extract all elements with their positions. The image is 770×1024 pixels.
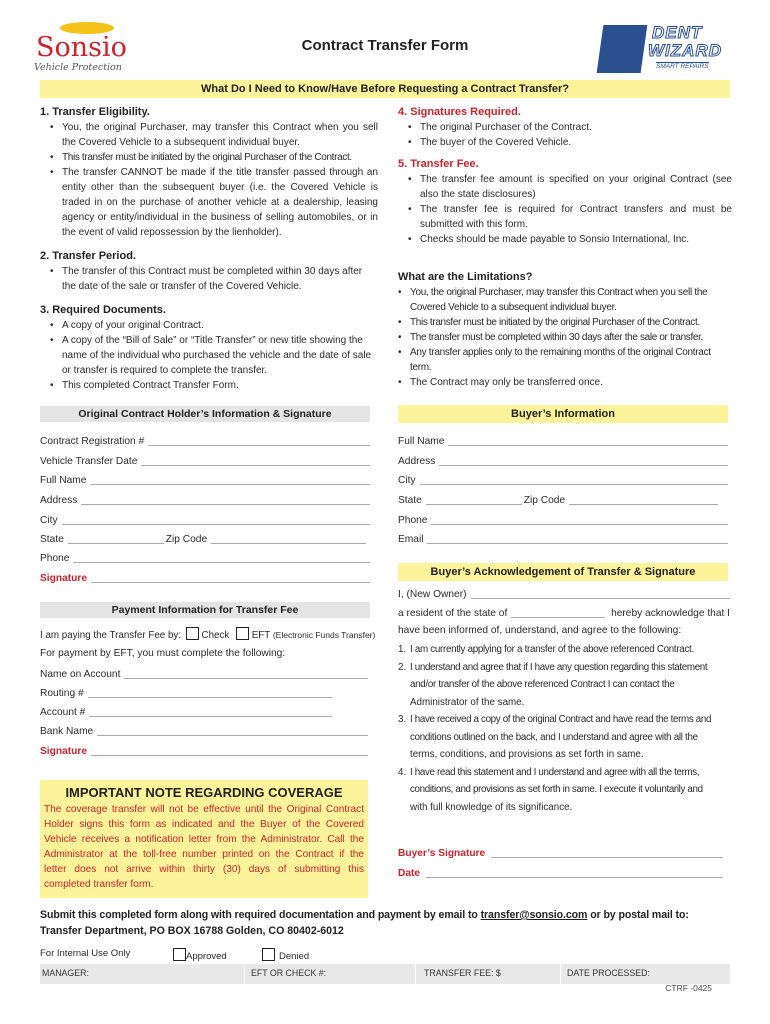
buyer-full-name[interactable] <box>398 434 728 449</box>
ack-line: terms, conditions, and provisions as set forth in same. <box>410 749 644 760</box>
list-item: • A copy of your original Contract. <box>40 318 378 333</box>
field-label: City <box>398 475 416 486</box>
field-label: Signature <box>40 746 87 757</box>
list-item: • The transfer fee amount is specified on your original Contract (see also the state disclosures) <box>398 172 732 202</box>
state-input-line[interactable] <box>426 503 522 505</box>
submit-instructions <box>40 909 689 921</box>
eft-instructions: For payment by EFT, you must complete the following: <box>40 648 286 659</box>
ack-item <box>398 764 730 817</box>
field-label: Vehicle Transfer Date <box>40 456 138 467</box>
transfer-fee-label: TRANSFER FEE: $ <box>424 968 501 978</box>
section-eligibility <box>40 104 378 240</box>
ack-line: conditions, and provisions as set forth in same. I execute it voluntarily and <box>410 784 703 795</box>
list-item: • This transfer must be initiated by the original Purchaser of the Contract. <box>40 150 378 165</box>
buyer-signature-row[interactable] <box>398 846 723 861</box>
list-item: • The transfer CANNOT be made if the title transfer passed through an entity other than the subsequent buyer (i.e. the Covered Vehicle is traded in on the purchase of another vehicle at a dealership, leasing agency or entity/individual in the business of selling automobiles, or in the event of valid repossession by the lienholder). <box>40 165 378 240</box>
eft-checkbox[interactable] <box>236 627 249 640</box>
state-input-line[interactable] <box>511 616 605 618</box>
sonsio-wordmark: Sonsio <box>36 32 127 63</box>
buyer-date-line[interactable] <box>426 876 723 878</box>
list-item: • The transfer fee is required for Contract transfers and must be submitted with this form. <box>398 202 732 232</box>
field-signature[interactable] <box>40 571 370 586</box>
field-label: Address <box>40 495 78 506</box>
internal-use-row <box>40 948 730 962</box>
field-input-line[interactable] <box>124 677 368 679</box>
ack-line: Administrator of the same. <box>410 696 525 708</box>
field-payment-signature[interactable] <box>40 744 368 759</box>
denied-group <box>262 948 309 962</box>
list-item: • The buyer of the Covered Vehicle. <box>398 135 732 150</box>
ack-line: and/or transfer of the above referenced Contract I can contact the <box>410 679 675 690</box>
buyer-address[interactable] <box>398 454 728 469</box>
field-label: Account # <box>40 707 86 718</box>
form-code: CTRF -0425 <box>665 983 712 993</box>
zip-input-line[interactable] <box>569 503 718 505</box>
eft-note: (Electronic Funds Transfer) <box>272 630 376 640</box>
dent-wizard-sub: SMART REPAIRS <box>656 63 709 70</box>
state-input-line[interactable] <box>68 542 164 544</box>
field-account[interactable] <box>40 705 332 720</box>
page-title: Contract Transfer Form <box>301 37 469 54</box>
field-label: Bank Name <box>40 726 94 737</box>
period-list <box>40 264 378 294</box>
payment-method-row <box>40 627 375 643</box>
list-item: • Any transfer applies only to the remaining months of the original Contract term. <box>388 345 732 375</box>
section-heading: 2. Transfer Period. <box>40 250 136 262</box>
new-owner-label: I, (New Owner) <box>398 589 467 600</box>
eligibility-list <box>40 120 378 240</box>
new-owner-row[interactable] <box>398 587 730 602</box>
field-label: Signature <box>40 573 87 584</box>
zip-input-line[interactable] <box>211 542 366 544</box>
field-input-line[interactable] <box>97 734 368 736</box>
important-body <box>44 802 364 892</box>
field-label: Phone <box>398 515 428 526</box>
ack-list <box>398 641 730 816</box>
informed-line: have been informed of, understand, and agree to the following: <box>398 625 682 636</box>
section-signatures <box>398 104 732 150</box>
buyer-state-zip[interactable] <box>398 493 718 508</box>
ack-line: I have read this statement and I understand and agree with all the terms, <box>410 766 700 778</box>
left-sections <box>40 104 378 393</box>
field-label: Contract Registration # <box>40 436 145 447</box>
buyer-bar: Buyer’s Information <box>398 405 728 423</box>
list-item: • You, the original Purchaser, may transfer this Contract when you sell the Covered Vehicle to a subsequent individual buyer. <box>40 120 378 150</box>
resident-label: a resident of the state of <box>398 608 508 619</box>
date-processed-cell[interactable] <box>561 964 730 984</box>
list-item: • The transfer of this Contract must be completed within 30 days after the date of the sale or transfer of the Covered Vehicle. <box>40 264 378 294</box>
field-input-line[interactable] <box>420 483 728 485</box>
field-address[interactable] <box>40 493 370 508</box>
section-required-docs <box>40 302 378 393</box>
new-owner-input-line[interactable] <box>471 597 731 599</box>
ack-num: 2. <box>398 661 407 673</box>
list-item: • You, the original Purchaser, may transfer this Contract when you sell the Covered Vehicle to a subsequent individual buyer. <box>388 285 732 315</box>
dent-wizard-word-1: DENT <box>652 23 703 42</box>
limitations-list <box>388 285 732 390</box>
mail-address: Transfer Department, PO BOX 16788 Golden, CO 80402-6012 <box>40 925 344 937</box>
buyer-email[interactable] <box>398 532 728 547</box>
section-heading: What are the Limitations? <box>398 271 533 283</box>
resident-row[interactable] <box>398 606 730 621</box>
important-note <box>40 780 368 898</box>
field-full-name[interactable] <box>40 473 370 488</box>
dent-wizard-logo <box>600 23 730 75</box>
ack-section <box>398 587 730 816</box>
approved-group <box>173 948 227 962</box>
field-label: City <box>40 515 58 526</box>
section-heading: 4. Signatures Required. <box>398 106 521 118</box>
field-input-line[interactable] <box>448 444 728 446</box>
acknowledge-label: hereby acknowledge that I <box>611 608 730 619</box>
date-processed-label: DATE PROCESSED: <box>567 968 650 978</box>
ack-bar: Buyer’s Acknowledgement of Transfer & Signature <box>398 563 728 581</box>
section-heading: 3. Required Documents. <box>40 304 166 316</box>
ack-item <box>398 711 730 764</box>
field-input-line[interactable] <box>431 523 728 525</box>
important-line: The coverage transfer will not be effective until the Original Contract <box>44 804 364 815</box>
field-input-line[interactable] <box>81 503 370 505</box>
ack-item <box>398 641 730 659</box>
manager-label: MANAGER: <box>42 968 89 978</box>
field-input-line[interactable] <box>439 464 728 466</box>
field-label: Email <box>398 534 424 545</box>
field-bank-name[interactable] <box>40 724 368 739</box>
ack-num: 3. <box>398 714 407 725</box>
sonsio-tagline: Vehicle Protection <box>34 62 122 73</box>
important-line: Administrator at the toll-free number printed on the Contract if the <box>44 849 364 860</box>
eft-label: EFT <box>251 630 271 641</box>
approved-label: Approved <box>186 951 227 962</box>
field-phone[interactable] <box>40 551 370 566</box>
field-vehicle-transfer-date[interactable] <box>40 454 370 469</box>
list-item: • Checks should be made payable to Sonsio International, Inc. <box>398 232 732 247</box>
submit-text: or by postal mail to: <box>587 909 689 921</box>
important-line: Holder signs this form as indicated and the Buyer of the Covered <box>44 819 364 830</box>
field-input-line[interactable] <box>90 483 370 485</box>
dent-wizard-word-2: WIZARD <box>648 41 722 60</box>
buyer-signature-label: Buyer’s Signature <box>398 848 486 859</box>
buyer-date-label: Date <box>398 868 421 879</box>
field-input-line[interactable] <box>62 523 370 525</box>
section-heading: 5. Transfer Fee. <box>398 158 479 170</box>
important-line: Vehicle receives a notification letter from the Administrator. Call the <box>44 834 364 845</box>
field-input-line[interactable] <box>89 715 332 717</box>
ack-item <box>398 659 730 712</box>
eft-check-label: EFT OR CHECK #: <box>251 968 327 978</box>
list-item: • A copy of the “Bill of Sale” or “Title Transfer” or new title showing the name of the individual who purchased the vehicle and the date of sale or transfer is required to complete the transfer. <box>40 333 378 378</box>
ack-line: I understand and agree that if I have any question regarding this statement <box>410 661 708 673</box>
field-label: Full Name <box>398 436 445 447</box>
signatures-list <box>398 120 732 150</box>
buyer-signature-line[interactable] <box>491 856 723 858</box>
field-name-on-account[interactable] <box>40 667 368 682</box>
approved-checkbox[interactable] <box>173 948 186 961</box>
field-input-line[interactable] <box>427 542 728 544</box>
important-line: completed transfer form. <box>44 879 154 890</box>
ack-line: conditions outlined on the back, and I understand and agree with all the <box>410 731 698 743</box>
field-input-line[interactable] <box>91 581 370 583</box>
field-city[interactable] <box>40 513 370 528</box>
ack-line: I have received a copy of the original Contract and have read the terms and <box>410 714 712 725</box>
manager-cell[interactable] <box>40 964 245 984</box>
field-state-zip[interactable] <box>40 532 366 547</box>
important-title: IMPORTANT NOTE REGARDING COVERAGE <box>65 785 343 800</box>
section-fee <box>398 156 732 247</box>
field-label: Zip Code <box>523 495 566 506</box>
field-label: Name on Account <box>40 669 121 680</box>
denied-checkbox[interactable] <box>262 948 275 961</box>
fee-list <box>398 172 732 247</box>
section-transfer-period <box>40 248 378 294</box>
ack-line: with full knowledge of its significance. <box>410 801 573 813</box>
field-label: Phone <box>40 553 70 564</box>
field-label: State <box>398 495 422 506</box>
field-label: State <box>40 534 64 545</box>
ack-num: 4. <box>398 766 407 778</box>
field-contract-registration[interactable] <box>40 434 370 449</box>
field-input-line[interactable] <box>141 464 370 466</box>
list-item: • The transfer must be completed within 30 days after the sale or transfer. <box>388 330 732 345</box>
transfer-fee-cell[interactable] <box>416 964 561 984</box>
important-line: letter does not arrive within thirty (30) days of submitting this <box>44 864 364 875</box>
list-item: • This transfer must be initiated by the original Purchaser of the Contract. <box>388 315 732 330</box>
section-limitations <box>398 269 732 390</box>
ack-num: 1. <box>398 644 407 655</box>
check-checkbox[interactable] <box>186 627 199 640</box>
field-input-line[interactable] <box>148 444 370 446</box>
buyer-date-row[interactable] <box>398 866 723 881</box>
list-item: • The Contract may only be transferred once. <box>388 375 732 390</box>
field-routing[interactable] <box>40 686 332 701</box>
field-label: Full Name <box>40 475 87 486</box>
docs-list <box>40 318 378 393</box>
holder-bar: Original Contract Holder’s Information & Signature <box>40 406 370 422</box>
internal-use-label: For Internal Use Only <box>40 948 131 959</box>
list-item: • This completed Contract Transfer Form. <box>40 378 378 393</box>
field-label: Address <box>398 456 436 467</box>
buyer-phone[interactable] <box>398 513 728 528</box>
payment-bar: Payment Information for Transfer Fee <box>40 602 370 618</box>
intro-bar: What Do I Need to Know/Have Before Requesting a Contract Transfer? <box>40 80 730 98</box>
internal-use-table <box>40 964 730 984</box>
field-label: Routing # <box>40 688 84 699</box>
list-item: • The original Purchaser of the Contract. <box>398 120 732 135</box>
paying-label: I am paying the Transfer Fee by: <box>40 630 182 641</box>
denied-label: Denied <box>279 951 310 962</box>
right-sections <box>398 104 732 390</box>
field-input-line[interactable] <box>91 754 368 756</box>
section-heading: 1. Transfer Eligibility. <box>40 106 150 118</box>
field-label: Zip Code <box>165 534 208 545</box>
eft-check-cell[interactable] <box>245 964 416 984</box>
wizard-icon <box>597 25 648 73</box>
submit-text: Submit this completed form along with required documentation and payment by email to <box>40 909 481 921</box>
check-label: Check <box>201 630 230 641</box>
ack-line: I am currently applying for a transfer of the above referenced Contract. <box>410 644 694 655</box>
submit-email-link[interactable]: transfer@sonsio.com <box>480 909 588 921</box>
field-input-line[interactable] <box>73 561 370 563</box>
buyer-city[interactable] <box>398 473 728 488</box>
field-input-line[interactable] <box>88 696 332 698</box>
